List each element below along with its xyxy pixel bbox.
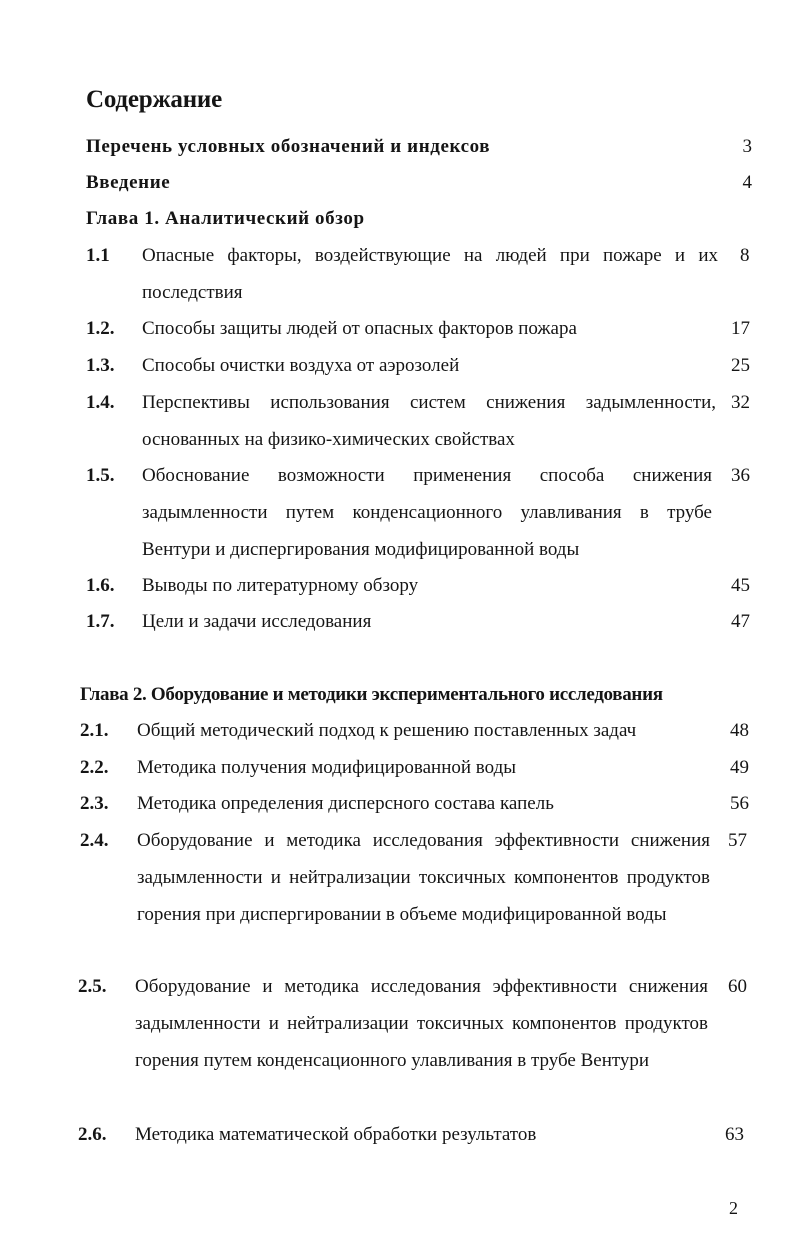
toc-item-text: Цели и задачи исследования: [142, 611, 372, 632]
toc-item-number: 2.3.: [80, 793, 109, 814]
toc-item-text: Методика получения модифицированной воды: [137, 757, 517, 778]
toc-item-text: Способы очистки воздуха от аэрозолей: [142, 355, 460, 376]
toc-entry-label: Введение: [86, 172, 171, 193]
toc-item-text: Оборудование и методика исследования эффективности снижения задымленности и нейтрализации токсичных компонентов продуктов горения при диспергировании в объеме модифицированной воды: [137, 830, 710, 925]
chapter-1-heading: [86, 208, 752, 230]
toc-item-number: 1.7.: [86, 611, 115, 632]
toc-item-page: 36: [731, 465, 750, 486]
toc-item-text: Методика определения дисперсного состава капель: [137, 793, 554, 814]
toc-item-number: 1.6.: [86, 575, 115, 596]
toc-entry-page: 4: [742, 172, 752, 193]
toc-item-number: 2.1.: [80, 720, 109, 741]
toc-item-page: 48: [730, 720, 749, 741]
toc-item-page: 8: [740, 245, 750, 266]
toc-item-page: 25: [731, 355, 750, 376]
toc-item-page: 63: [725, 1124, 744, 1145]
toc-item-page: 60: [728, 976, 747, 997]
chapter-heading-text: Глава 2. Оборудование и методики экспериментального исследования: [80, 684, 663, 705]
toc-item-page: 49: [730, 757, 749, 778]
toc-item-text: Методика математической обработки результатов: [135, 1124, 537, 1145]
toc-item-page: 17: [731, 318, 750, 339]
chapter-heading-text: Глава 1. Аналитический обзор: [86, 208, 365, 229]
toc-item-text: Перспективы использования систем снижения задымленности, основанных на физико-химических свойствах: [142, 392, 716, 450]
toc-item-text: Опасные факторы, воздействующие на людей при пожаре и их последствия: [142, 245, 718, 303]
toc-item-page: 57: [728, 830, 747, 851]
toc-item-number: 1.1: [86, 245, 110, 266]
toc-item-number: 1.3.: [86, 355, 115, 376]
toc-entry-page: 3: [742, 136, 752, 157]
toc-item-number: 1.4.: [86, 392, 115, 413]
toc-item-text: Обоснование возможности применения способа снижения задымленности путем конденсационного улавливания в трубе Вентури и диспергирования модифицированной воды: [142, 465, 712, 560]
toc-item-page: 32: [731, 392, 750, 413]
toc-item-number: 1.5.: [86, 465, 115, 486]
toc-item-text: Выводы по литературному обзору: [142, 575, 419, 596]
toc-entry-introduction: [86, 172, 752, 194]
toc-item-number: 2.4.: [80, 830, 109, 851]
toc-item-page: 45: [731, 575, 750, 596]
toc-item-text: Оборудование и методика исследования эффективности снижения задымленности и нейтрализации токсичных компонентов продуктов горения путем конденсационного улавливания в трубе Вентури: [135, 976, 708, 1071]
toc-entry-symbols: [86, 136, 752, 158]
toc-item-number: 2.6.: [78, 1124, 107, 1145]
toc-entry-label: Перечень условных обозначений и индексов: [86, 136, 491, 157]
toc-item-text: Способы защиты людей от опасных факторов пожара: [142, 318, 577, 339]
toc-item-number: 2.2.: [80, 757, 109, 778]
chapter-2-heading: [80, 684, 760, 706]
page-title: Содержание: [86, 86, 223, 113]
toc-item-text: Общий методический подход к решению поставленных задач: [137, 720, 637, 741]
toc-item-page: 56: [730, 793, 749, 814]
toc-item-page: 47: [731, 611, 750, 632]
page-number: 2: [729, 1198, 738, 1218]
toc-item-number: 1.2.: [86, 318, 115, 339]
toc-item-number: 2.5.: [78, 976, 107, 997]
